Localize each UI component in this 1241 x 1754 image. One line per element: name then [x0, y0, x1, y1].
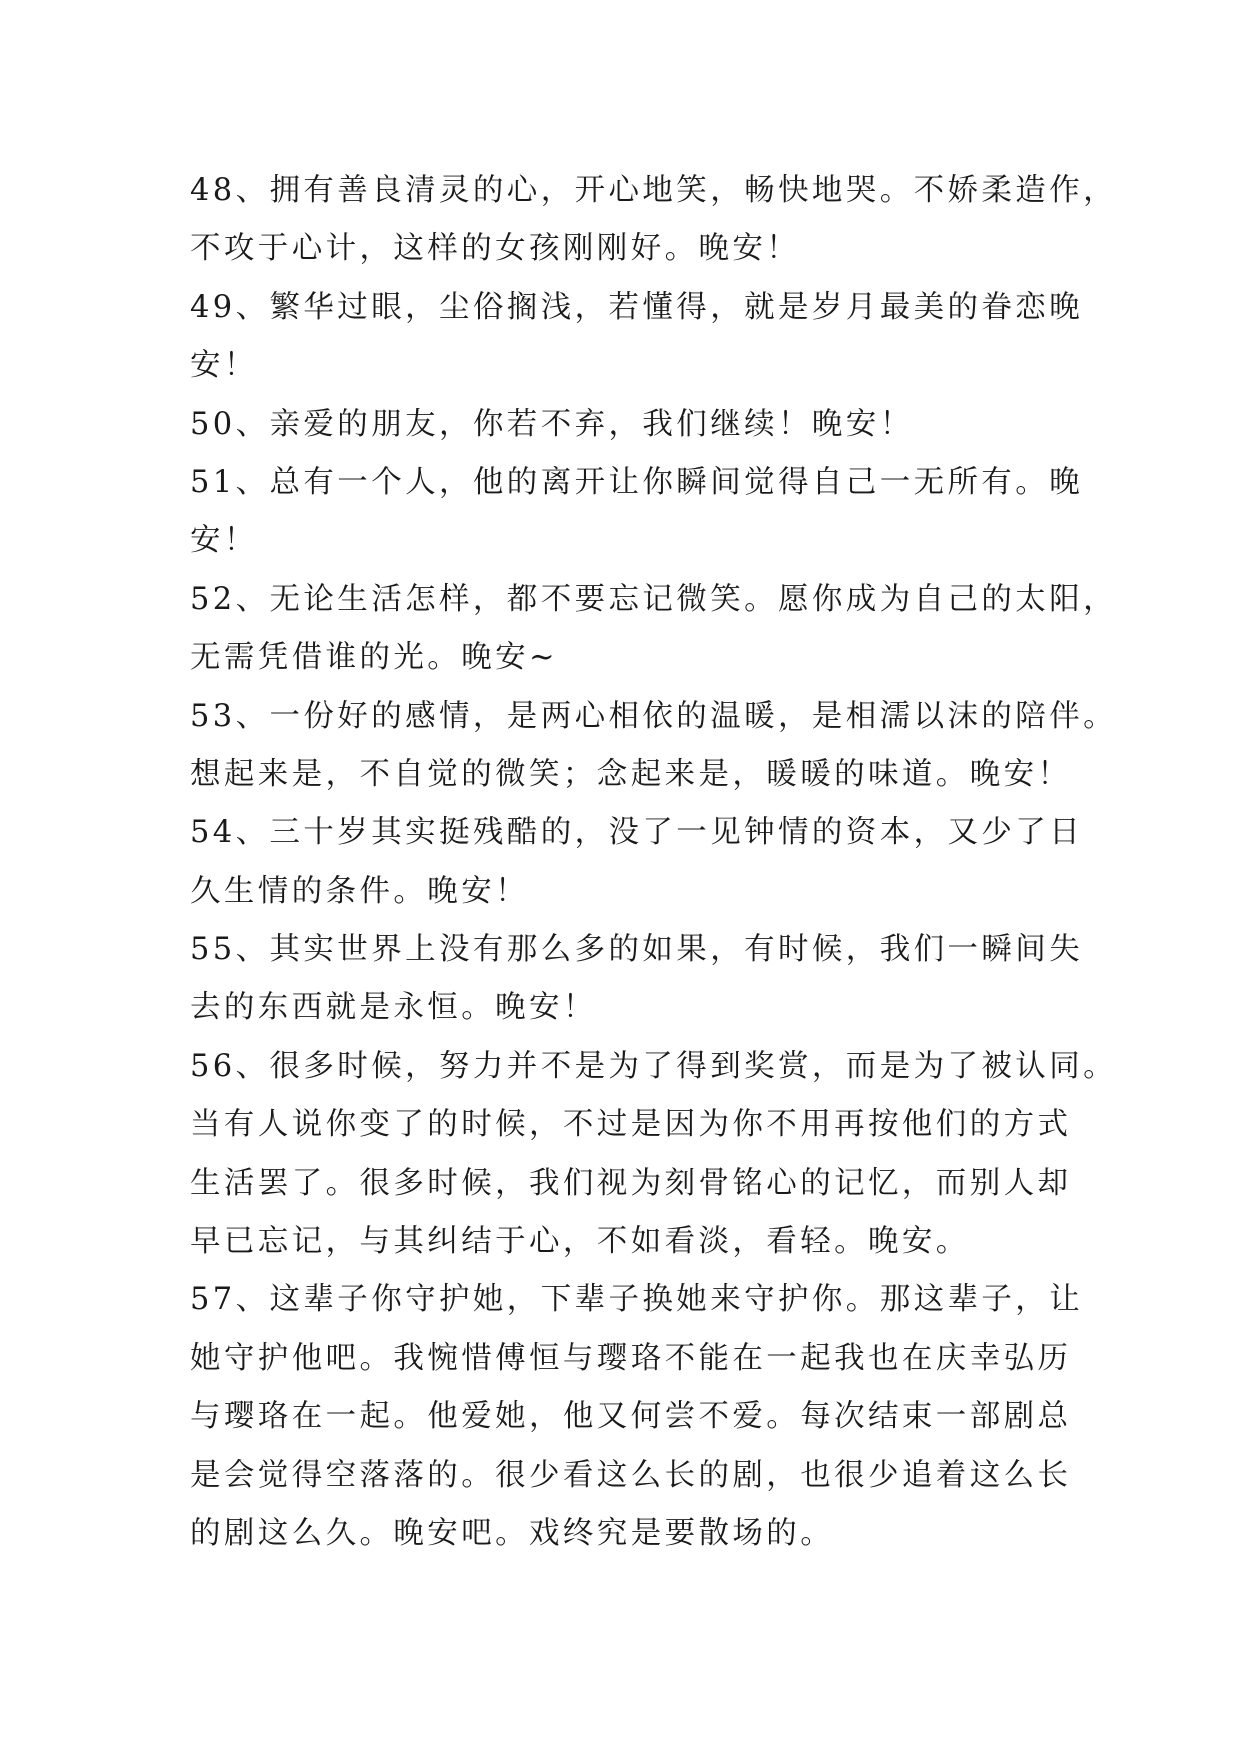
- text-line: 当有人说你变了的时候，不过是因为你不用再按他们的方式: [190, 1107, 1072, 1143]
- text-line: 53、一份好的感情，是两心相依的温暖，是相濡以沫的陪伴。: [190, 698, 1118, 734]
- text-line: 她守护他吧。我惋惜傅恒与璎珞不能在一起我也在庆幸弘历: [190, 1340, 1072, 1376]
- document-body: [190, 162, 1118, 1563]
- text-line: 安！: [190, 348, 258, 384]
- text-line: 早已忘记，与其纠结于心，不如看淡，看轻。晚安。: [190, 1224, 970, 1260]
- text-line: 久生情的条件。晚安！: [190, 873, 529, 909]
- text-line: 去的东西就是永恒。晚安！: [190, 990, 597, 1026]
- text-line: 57、这辈子你守护她，下辈子换她来守护你。那这辈子，让: [190, 1282, 1084, 1318]
- text-line: 48、拥有善良清灵的心，开心地笑，畅快地哭。不娇柔造作，: [190, 173, 1118, 208]
- text-line: 与璎珞在一起。他爱她，他又何尝不爱。每次结束一部剧总: [190, 1399, 1072, 1435]
- text-line: 55、其实世界上没有那么多的如果，有时候，我们一瞬间失: [190, 932, 1084, 968]
- text-line: 51、总有一个人，他的离开让你瞬间觉得自己一无所有。晚: [190, 464, 1084, 500]
- text-line: 56、很多时候，努力并不是为了得到奖赏，而是为了被认同。: [190, 1048, 1118, 1084]
- text-line: 54、三十岁其实挺残酷的，没了一见钟情的资本，又少了日: [190, 815, 1084, 851]
- text-line: 想起来是，不自觉的微笑；念起来是，暖暖的味道。晚安！: [190, 756, 1072, 792]
- text-line: 无需凭借谁的光。晚安~: [190, 640, 558, 676]
- text-line: 的剧这么久。晚安吧。戏终究是要散场的。: [190, 1515, 835, 1551]
- text-line: 52、无论生活怎样，都不要忘记微笑。愿你成为自己的太阳，: [190, 581, 1118, 617]
- text-line: 49、繁华过眼，尘俗搁浅，若懂得，就是岁月最美的眷恋晚: [190, 289, 1084, 325]
- text-line: 是会觉得空落落的。很少看这么长的剧，也很少追着这么长: [190, 1457, 1072, 1493]
- text-line: 安！: [190, 523, 258, 559]
- text-line: 不攻于心计，这样的女孩刚刚好。晚安！: [190, 231, 801, 267]
- text-line: 50、亲爱的朋友，你若不弃，我们继续！晚安！: [190, 406, 914, 442]
- text-line: 生活罢了。很多时候，我们视为刻骨铭心的记忆，而别人却: [190, 1165, 1072, 1201]
